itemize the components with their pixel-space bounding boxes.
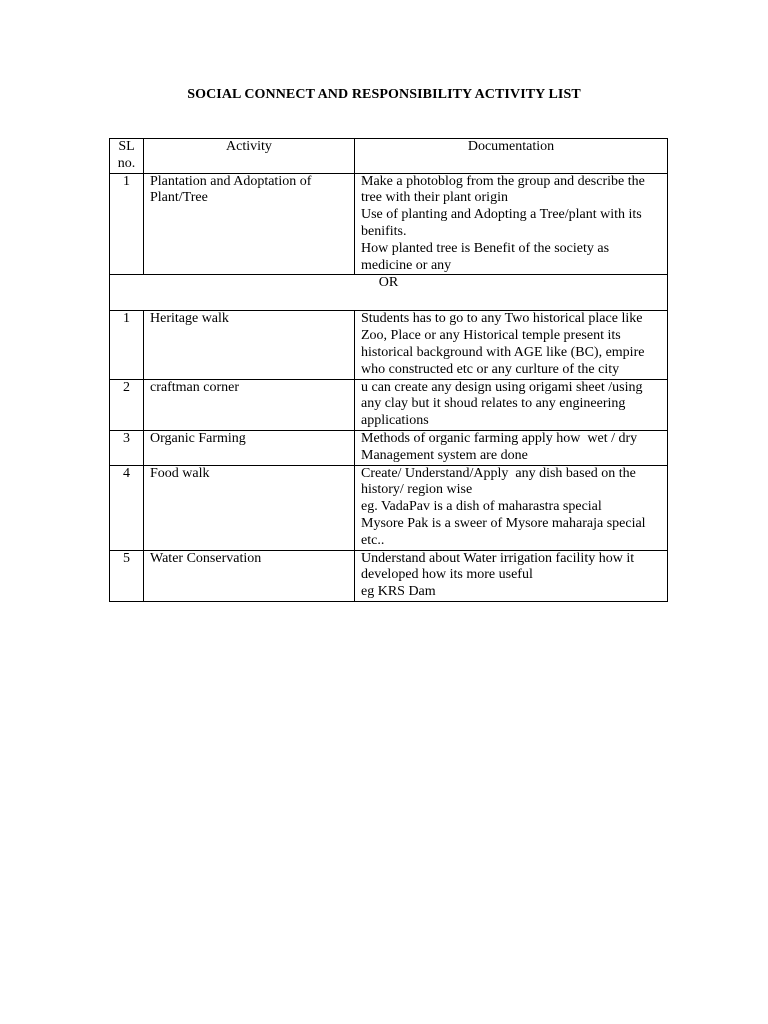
header-documentation: Documentation bbox=[355, 139, 668, 174]
row-activity: Organic Farming bbox=[144, 430, 355, 465]
documentation-line: Methods of organic farming apply how wet / dry Management system are done bbox=[361, 430, 641, 463]
page-title: SOCIAL CONNECT AND RESPONSIBILITY ACTIVITY LIST bbox=[187, 87, 581, 102]
activity-group-second bbox=[110, 311, 668, 602]
table-header-row bbox=[110, 139, 668, 174]
row-documentation bbox=[355, 465, 668, 550]
documentation-line: Use of planting and Adopting a Tree/plant with its benifits. bbox=[361, 207, 646, 239]
row-activity: Water Conservation bbox=[144, 550, 355, 601]
row-documentation bbox=[355, 550, 668, 601]
header-sl-no: SL no. bbox=[110, 139, 144, 174]
table-row bbox=[110, 430, 668, 465]
documentation-line: Mysore Pak is a sweer of Mysore maharaja special etc.. bbox=[361, 515, 650, 548]
row-documentation bbox=[355, 379, 668, 430]
row-documentation bbox=[355, 311, 668, 379]
table-row bbox=[110, 465, 668, 550]
documentation-line: Students has to go to any Two historical place like Zoo, Place or any Historical temple present its historical background with AGE like (BC), empire who constructed etc or any curlture of the city bbox=[361, 311, 648, 377]
table-row bbox=[110, 173, 668, 275]
activity-table bbox=[109, 138, 668, 602]
row-sl-number: 1 bbox=[110, 311, 144, 379]
table-row bbox=[110, 550, 668, 601]
or-separator: OR bbox=[110, 275, 668, 311]
documentation-line: eg. VadaPav is a dish of maharastra special bbox=[361, 499, 602, 515]
documentation-line: Create/ Understand/Apply any dish based on the history/ region wise bbox=[361, 465, 640, 498]
row-sl-number: 3 bbox=[110, 430, 144, 465]
table-row bbox=[110, 311, 668, 379]
row-activity: Food walk bbox=[144, 465, 355, 550]
row-documentation bbox=[355, 173, 668, 275]
row-documentation bbox=[355, 430, 668, 465]
row-activity: craftman corner bbox=[144, 379, 355, 430]
row-sl-number: 1 bbox=[110, 173, 144, 275]
row-sl-number: 5 bbox=[110, 550, 144, 601]
documentation-line: eg KRS Dam bbox=[361, 584, 436, 600]
row-sl-number: 2 bbox=[110, 379, 144, 430]
documentation-line: Understand about Water irrigation facility how it developed how its more useful bbox=[361, 550, 638, 583]
row-sl-number: 4 bbox=[110, 465, 144, 550]
documentation-line: How planted tree is Benefit of the society as medicine or any bbox=[361, 240, 613, 273]
row-activity: Heritage walk bbox=[144, 311, 355, 379]
header-activity: Activity bbox=[144, 139, 355, 174]
documentation-line: Make a photoblog from the group and describe the tree with their plant origin bbox=[361, 173, 649, 206]
documentation-line: u can create any design using origami sheet /using any clay but it shoud relates to any engineering applications bbox=[361, 379, 646, 429]
or-separator-row bbox=[110, 275, 668, 311]
table-row bbox=[110, 379, 668, 430]
row-activity: Plantation and Adoptation of Plant/Tree bbox=[144, 173, 355, 275]
activity-group-first bbox=[110, 173, 668, 275]
